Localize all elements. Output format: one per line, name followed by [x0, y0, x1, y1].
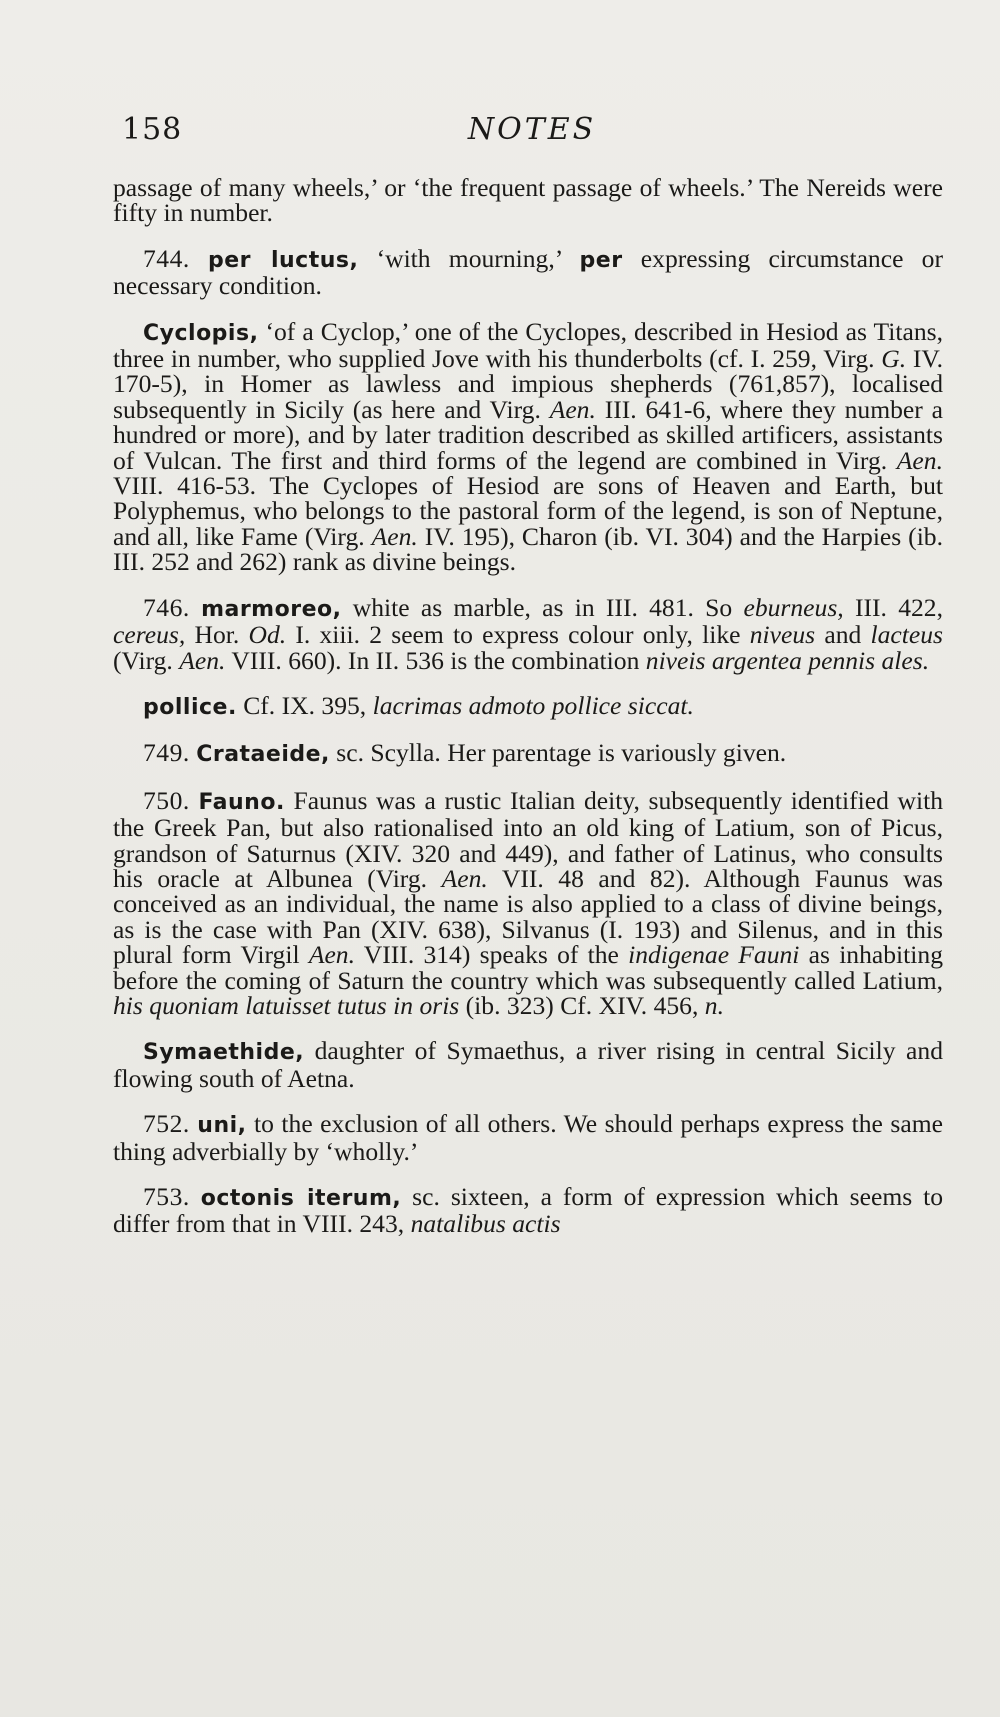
italic-text: lacrimas admoto pollice siccat.: [372, 690, 694, 720]
note-paragraph: [113, 243, 943, 301]
page-number: 158: [122, 112, 183, 147]
text-run: as inhabiting before the coming of Saturn the country which was subsequently called Latium,: [113, 940, 943, 995]
text-run: III. 422,: [843, 592, 943, 622]
note-paragraph: [113, 1038, 943, 1091]
italic-text: Od.: [248, 620, 287, 650]
text-run: VII. 48 and 82). Although Faunus was conceived as an individual, the name is also applied to a class of divine beings, as is the case with Pan (XIV. 638), Silvanus (I. 193) and Silenus, and in this plural form Virgil: [113, 863, 944, 970]
note-paragraph: [113, 785, 944, 1020]
line-reference: 744.: [143, 243, 190, 273]
italic-text: cereus,: [113, 620, 186, 650]
note-paragraph: [113, 1184, 943, 1237]
note-paragraph: [113, 592, 943, 675]
italic-text: Aen.: [549, 394, 596, 424]
text-run: [190, 593, 201, 622]
text-run: VIII. 416-53. The Cyclopes of Hesiod are sons of Heaven and Earth, but Polyphemus, who belongs to the pastoral form of the legend, is son of Neptune, and all, like Fame (Virg.: [113, 471, 943, 551]
italic-text: eburneus,: [743, 592, 844, 622]
text-run: sc. Scylla. Her parentage is variously given.: [329, 738, 787, 768]
text-run: (Virg.: [113, 645, 180, 675]
text-run: and: [815, 620, 871, 650]
line-reference: 753.: [143, 1182, 190, 1211]
text-run: VIII. 660). In II. 536 is the combination: [225, 645, 646, 675]
text-run: passage of many wheels,’ or ‘the frequent passage of wheels.’ The Nereids were fifty in number.: [113, 173, 943, 228]
line-reference: 750.: [143, 785, 190, 815]
italic-text: niveus: [749, 620, 816, 650]
lemma-term: pollice.: [143, 694, 237, 720]
notes-body: [113, 175, 943, 1257]
text-run: daughter of Symaethus, a river rising in central Sicily and flowing south of Aetna.: [113, 1036, 943, 1093]
italic-text: Aen.: [371, 521, 418, 551]
text-run: I. xiii. 2 seem to express colour only, like: [286, 620, 750, 650]
text-run: (ib. 323) Cf. XIV. 456,: [459, 990, 705, 1020]
note-paragraph: [113, 1111, 943, 1164]
line-reference: 749.: [143, 738, 190, 768]
text-run: IV. 170-5), in Homer as lawless and impious shepherds (761,857), localised subsequently in Sicily (as here and Virg.: [113, 344, 943, 424]
text-run: sc. sixteen, a form of expression which seems to differ from that in VIII. 243,: [113, 1182, 944, 1239]
italic-text: his quoniam latuisset tutus in oris: [113, 990, 460, 1020]
text-run: ‘of a Cyclop,’ one of the Cyclopes, described in Hesiod as Titans, three in number, who supplied Jove with his thunderbolts (cf. I. 259, Virg.: [113, 316, 943, 374]
note-paragraph: [113, 316, 943, 577]
italic-text: Aen.: [179, 645, 226, 675]
lemma-term: octonis iterum,: [200, 1186, 402, 1211]
note-paragraph: [113, 740, 943, 767]
italic-text: Aen.: [308, 940, 356, 970]
lemma-term: Symaethide,: [143, 1040, 305, 1066]
text-run: Cf. IX. 395,: [236, 690, 373, 720]
italic-text: G.: [881, 344, 907, 374]
italic-text: Aen.: [441, 863, 488, 893]
line-reference: 746.: [143, 592, 190, 622]
text-run: expressing circumstance or necessary condition.: [113, 243, 943, 301]
lemma-term: per luctus,: [208, 247, 359, 273]
text-run: IV. 195), Charon (ib. VI. 304) and the Harpies (ib. III. 252 and 262) rank as divine beings.: [113, 521, 943, 577]
italic-text: Aen.: [896, 445, 943, 475]
lemma-term: Fauno.: [198, 789, 285, 815]
text-run: Faunus was a rustic Italian deity, subsequently identified with the Greek Pan, but also rationalised into an old king of Latium, son of Picus, grandson of Saturnus (XIV. 320 and 449), and father of Latinus, who consults his oracle at Albunea (Virg.: [113, 785, 943, 893]
text-run: Hor.: [185, 620, 249, 650]
italic-text: n.: [704, 990, 724, 1020]
lemma-term: Cyclopis,: [143, 320, 259, 346]
text-run: VIII. 314) speaks of the: [355, 940, 629, 970]
lemma-term: per: [579, 247, 623, 273]
italic-text: indigenae Fauni: [628, 940, 800, 970]
lemma-term: marmoreo,: [201, 596, 342, 622]
line-reference: 752.: [143, 1109, 190, 1139]
text-run: [190, 244, 208, 273]
text-run: to the exclusion of all others. We should perhaps express the same thing adverbially by ‘wholly.’: [113, 1109, 943, 1166]
italic-text: lacteus: [870, 620, 943, 650]
italic-text: niveis argentea pennis ales.: [645, 645, 930, 675]
note-paragraph: [113, 690, 943, 720]
lemma-term: uni,: [197, 1113, 247, 1139]
text-run: white as marble, as in III. 481. So: [341, 592, 744, 622]
lemma-term: Crataeide,: [196, 742, 330, 768]
text-run: ‘with mourning,’: [358, 243, 580, 273]
italic-text: natalibus actis: [410, 1209, 561, 1239]
text-run: III. 641-6, where they number a hundred or more), and by later tradition described as skilled artificers, assistants of Vulcan. The first and third forms of the legend are combined in Virg.: [113, 394, 943, 475]
note-paragraph: [113, 175, 943, 226]
text-run: [190, 1182, 201, 1211]
running-head: NOTES: [467, 112, 597, 147]
page-header: [122, 112, 942, 162]
